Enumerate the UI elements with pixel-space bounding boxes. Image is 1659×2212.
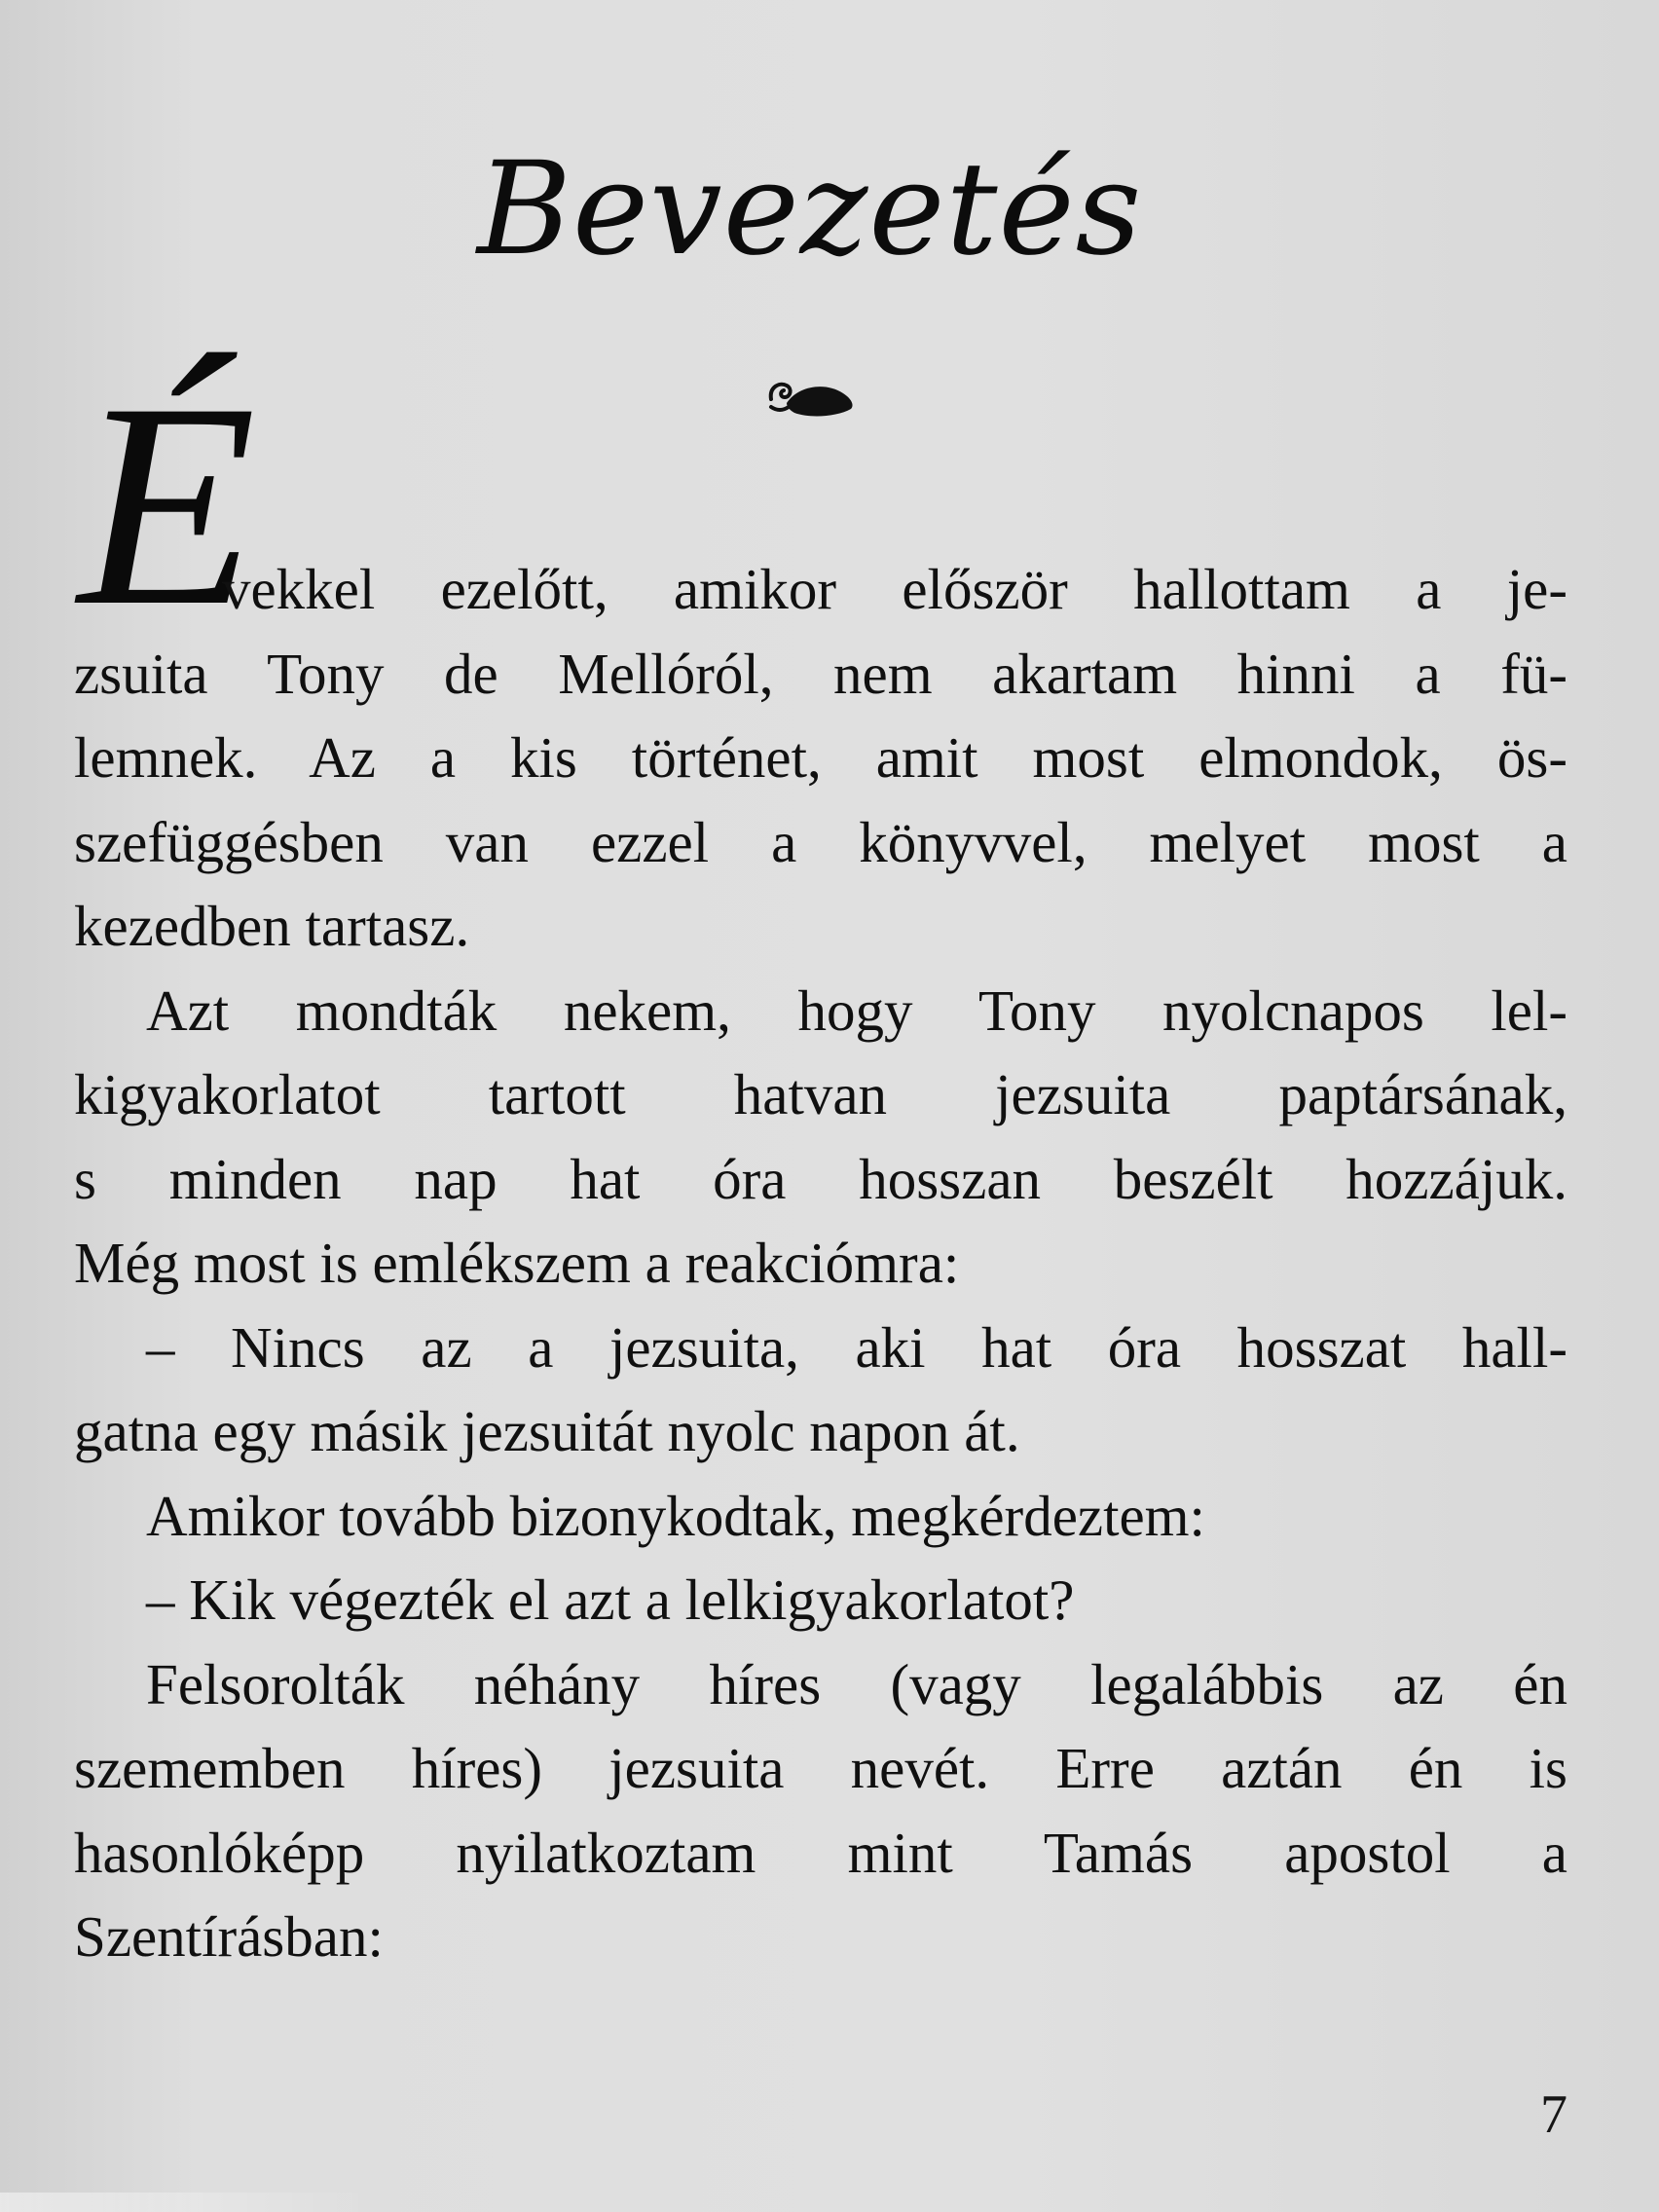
page-number: 7 — [1540, 2084, 1567, 2145]
text-line: Szentírásban: — [74, 1904, 384, 1969]
text-line: – Kik végezték el azt a lelkigyakorlatot? — [146, 1567, 1075, 1632]
text-line: hasonlóképp nyilatkoztam mint Tamás apostol a — [74, 1820, 1567, 1885]
text-line: vekkel ezelőtt, amikor először hallottam a je- — [222, 557, 1567, 621]
leaf-fleuron-icon — [765, 374, 859, 423]
text-line: lemnek. Az a kis történet, amit most elmondok, ös- — [74, 725, 1567, 790]
text-line: gatna egy másik jezsuitát nyolc napon át. — [74, 1399, 1020, 1463]
text-line: kezedben tartasz. — [74, 894, 470, 958]
text-line: Még most is emlékszem a reakciómra: — [74, 1231, 960, 1295]
text-line: szememben híres) jezsuita nevét. Erre aztán én is — [74, 1736, 1567, 1800]
text-line: zsuita Tony de Mellóról, nem akartam hinni a fü- — [74, 641, 1567, 706]
text-line: Felsorolták néhány híres (vagy legalábbis az én — [146, 1651, 1567, 1716]
text-line: szefüggésben van ezzel a könyvvel, melyet most a — [74, 809, 1567, 874]
drop-cap: É — [78, 343, 257, 666]
body-text — [74, 547, 1567, 1979]
text-line: Amikor tovább bizonykodtak, megkérdeztem: — [146, 1483, 1205, 1548]
text-line: s minden nap hat óra hosszan beszélt hozzájuk. — [74, 1146, 1567, 1211]
chapter-title: Bevezetés — [477, 134, 1143, 284]
text-line: kigyakorlatot tartott hatvan jezsuita paptársának, — [74, 1062, 1567, 1126]
text-line: Azt mondták nekem, hogy Tony nyolcnapos lel- — [146, 977, 1567, 1043]
edge-shading — [0, 2193, 370, 2212]
text-line: – Nincs az a jezsuita, aki hat óra hosszat hall- — [146, 1314, 1567, 1380]
